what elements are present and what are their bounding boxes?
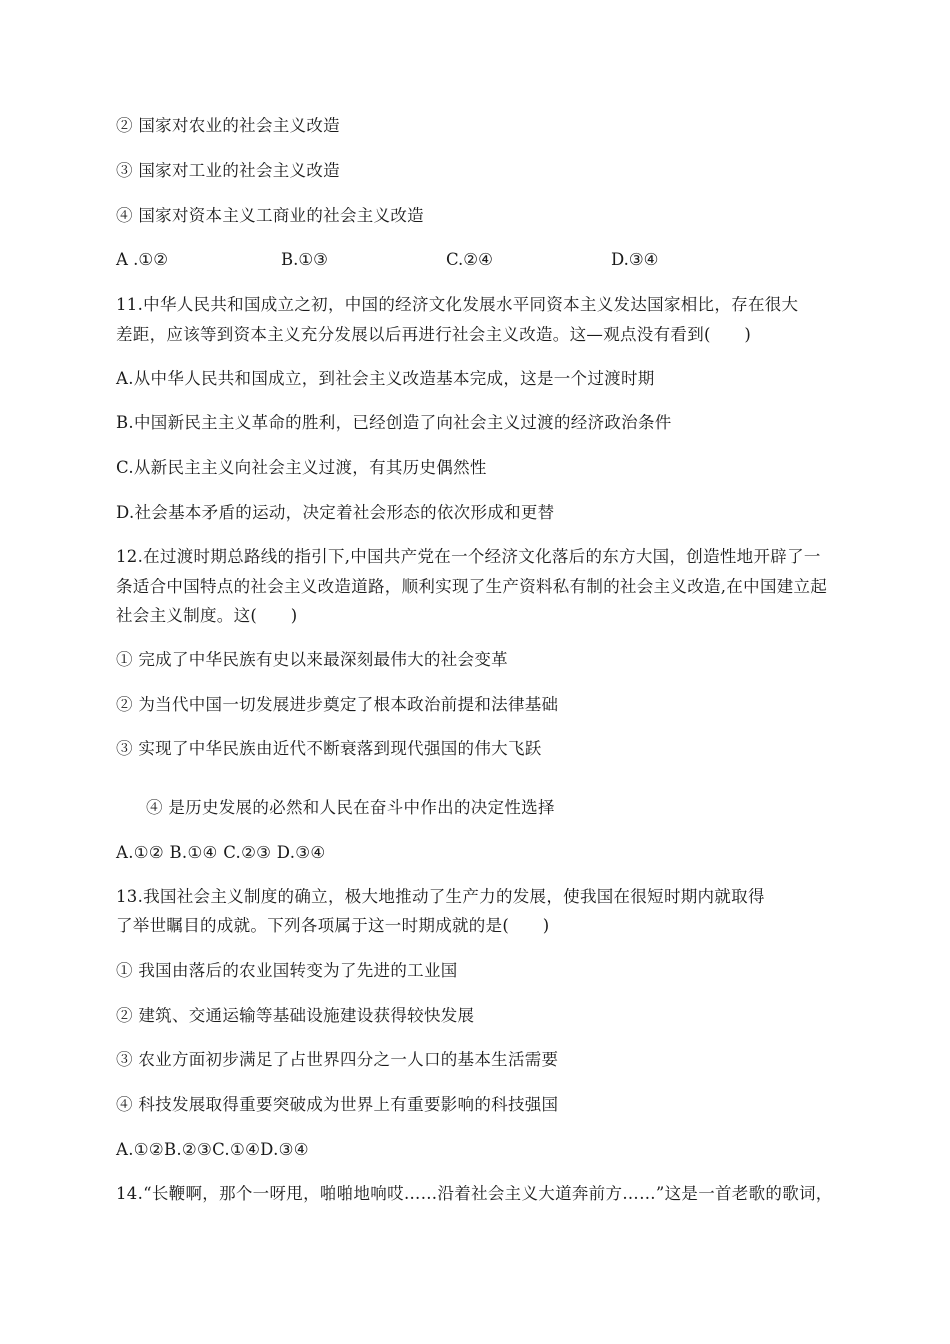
q10-item-2: ② 国家对农业的社会主义改造 bbox=[116, 116, 340, 135]
q11-option-b: B.中国新民主主义革命的胜利，已经创造了向社会主义过渡的经济政治条件 bbox=[116, 413, 672, 432]
q11-option-a: A.从中华人民共和国成立，到社会主义改造基本完成，这是一个过渡时期 bbox=[116, 369, 655, 388]
q10-item-3: ③ 国家对工业的社会主义改造 bbox=[116, 161, 340, 180]
q10-option-b: B.①③ bbox=[281, 250, 328, 269]
q12-item-2: ② 为当代中国一切发展进步奠定了根本政治前提和法律基础 bbox=[116, 695, 559, 714]
q13-options: A.①②B.②③C.①④D.③④ bbox=[116, 1140, 309, 1159]
q11-stem-line-2: 差距，应该等到资本主义充分发展以后再进行社会主义改造。这—观点没有看到( ) bbox=[116, 325, 752, 344]
q13-stem-line-2: 了举世瞩目的成就。下列各项属于这一时期成就的是( ) bbox=[116, 916, 550, 935]
q11-option-d: D.社会基本矛盾的运动，决定着社会形态的依次形成和更替 bbox=[116, 503, 555, 522]
q11-option-c: C.从新民主主义向社会主义过渡，有其历史偶然性 bbox=[116, 458, 487, 477]
q14-stem-line-1: 14.“长鞭啊，那个一呀甩，啪啪地响哎……沿着社会主义大道奔前方……”这是一首老歌的歌词， bbox=[116, 1184, 833, 1203]
q12-stem-line-1: 12.在过渡时期总路线的指引下,中国共产党在一个经济文化落后的东方大国，创造性地开辟了一 bbox=[116, 547, 821, 566]
q12-options: A.①② B.①④ C.②③ D.③④ bbox=[116, 843, 326, 862]
q10-option-c: C.②④ bbox=[446, 250, 493, 269]
q10-option-a: A .①② bbox=[116, 250, 168, 269]
q13-item-3: ③ 农业方面初步满足了占世界四分之一人口的基本生活需要 bbox=[116, 1050, 559, 1069]
q10-option-d: D.③④ bbox=[611, 250, 659, 269]
q13-item-4: ④ 科技发展取得重要突破成为世界上有重要影响的科技强国 bbox=[116, 1095, 559, 1114]
q10-options bbox=[116, 250, 836, 270]
q10-item-4: ④ 国家对资本主义工商业的社会主义改造 bbox=[116, 206, 424, 225]
q11-stem-line-1: 11.中华人民共和国成立之初，中国的经济文化发展水平同资本主义发达国家相比，存在很大 bbox=[116, 295, 799, 314]
q13-item-2: ② 建筑、交通运输等基础设施建设获得较快发展 bbox=[116, 1006, 475, 1025]
q13-stem-line-1: 13.我国社会主义制度的确立，极大地推动了生产力的发展，使我国在很短时期内就取得 bbox=[116, 887, 765, 906]
q12-stem-line-3: 社会主义制度。这( ) bbox=[116, 606, 298, 625]
q12-stem-line-2: 条适合中国特点的社会主义改造道路，顺利实现了生产资料私有制的社会主义改造,在中国建立起 bbox=[116, 577, 828, 596]
q12-item-4: ④ 是历史发展的必然和人民在奋斗中作出的决定性选择 bbox=[146, 798, 555, 817]
q13-item-1: ① 我国由落后的农业国转变为了先进的工业国 bbox=[116, 961, 458, 980]
q12-item-3: ③ 实现了中华民族由近代不断衰落到现代强国的伟大飞跃 bbox=[116, 739, 542, 758]
q12-item-1: ① 完成了中华民族有史以来最深刻最伟大的社会变革 bbox=[116, 650, 508, 669]
